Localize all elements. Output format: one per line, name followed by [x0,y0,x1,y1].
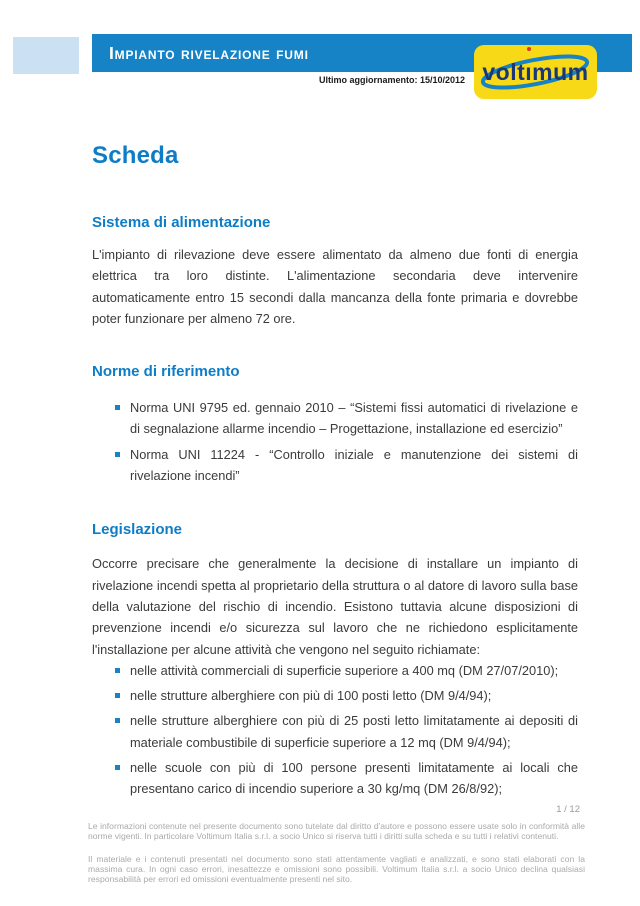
bullet-square-icon [115,405,120,410]
bullet-square-icon [115,452,120,457]
logo-i-dot-icon [527,47,531,51]
bullet-text: nelle strutture alberghiere con più di 100 posti letto (DM 9/4/94); [130,688,492,704]
paragraph: L'impianto di rilevazione deve essere alimentato da almeno due fonti di energia elettrica tra loro distinte. L'alimentazione secondaria deve intervenire automaticamente entro 15 secondi dalla mancanza della fonte primaria e dovrebbe poter funzionare per almeno 72 ore. [92,247,578,326]
page-number: 1 / 12 [556,803,580,815]
bullet-square-icon [115,693,120,698]
section-heading: Legislazione [92,521,183,539]
list-item [92,710,578,753]
section-heading: Norme di riferimento [92,363,240,381]
list-item [92,757,578,800]
bullet-list [92,397,578,486]
bullet-text: Norma UNI 11224 - “Controllo iniziale e manutenzione dei sistemi di rivelazione incendi” [130,446,578,484]
last-updated-label: Ultimo aggiornamento: 15/10/2012 [318,75,465,85]
page-footer [0,804,640,885]
logo-text-i: ı [525,59,533,85]
paragraph: Occorre precisare che generalmente la decisione di installare un impianto di rivelazione incendi spetta al proprietario della struttura o al datore di lavoro sulla base della valutazione del rischio di incendio. Esistono tuttavia alcune disposizioni di prevenzione incendi e/o sicurezza sul lavoro che ne richiedono esplicitamente l'installazione per alcune attività che vengono nel seguito richiamate: [92,556,578,657]
logo-wordmark [474,45,597,99]
page-header [0,0,640,110]
section-heading: Sistema di alimentazione [92,214,271,231]
bullet-square-icon [115,765,120,770]
section-legislazione [92,521,578,799]
list-item [92,660,578,681]
bullet-text: nelle strutture alberghiere con più di 25 posti letto limitatamente ai depositi di materiale combustibile di superficie superiore a 12 mq (DM 9/4/94); [130,713,578,750]
list-item [92,397,578,440]
bullet-text: nelle scuole con più di 100 persone presenti limitatamente ai locali che presentano carico di incendio superiore a 30 kg/mq (DM 26/8/92); [130,760,578,797]
bullet-square-icon [115,668,120,673]
section-sistema-di-alimentazione [92,214,578,329]
bullet-square-icon [115,718,120,723]
footer-legal-text: Le informazioni contenute nel presente documento sono tutelate dal diritto d'autore e possono essere usate solo in conformità alle norme vigenti. In particolare Voltimum Italia s.r.l. a socio Unico si riserva tutti i diritti sulla scheda e su tutti i relativi contenuti. [88,820,585,841]
page-title: Impianto rivelazione fumi [109,42,309,63]
footer-disclaimer-text: Il materiale e i contenuti presentati nel documento sono stati attentamente vagliati e analizzati, e sono stati elaborati con la massima cura. In ogni caso errori, inesattezze e omissioni sono possibili. Voltimum Italia s.r.l. a socio Unico declina qualsiasi responsabilità per errori ed omissioni eventualmente presenti nel sito. [88,854,585,885]
voltimum-logo [474,45,597,99]
section-norme-di-riferimento [92,363,578,486]
document-body [0,142,640,800]
header-accent-square [13,37,79,74]
list-item [92,685,578,706]
logo-text-left: volt [482,59,526,85]
logo-text-right: mum [532,59,589,85]
document-title: Scheda [92,142,179,169]
list-item [92,444,578,487]
bullet-list [92,660,578,800]
bullet-text: Norma UNI 9795 ed. gennaio 2010 – “Sistemi fissi automatici di rivelazione e di segnalazione allarme incendio – Progettazione, installazione ed esercizio” [130,400,578,437]
bullet-text: nelle attività commerciali di superficie superiore a 400 mq (DM 27/07/2010); [130,662,559,678]
